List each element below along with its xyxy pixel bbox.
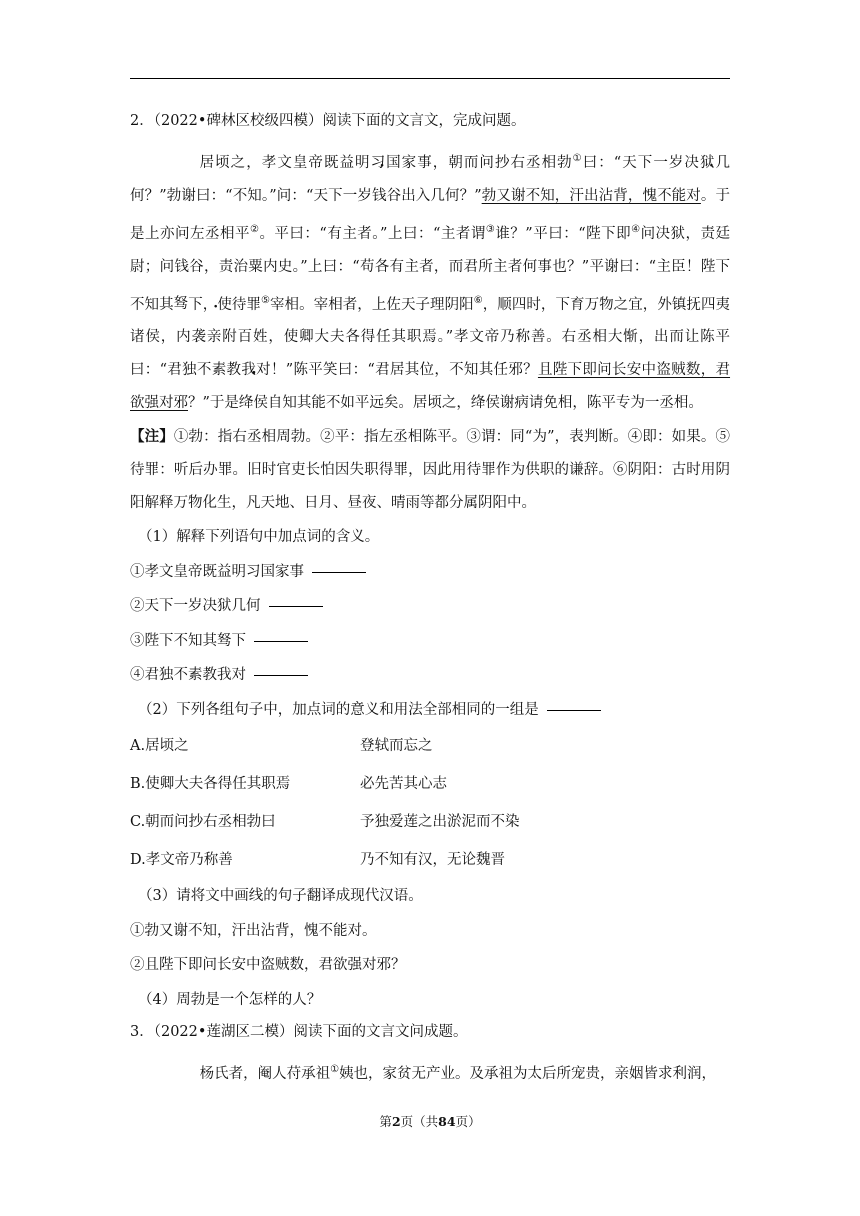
sub-question-3: （3）请将文中画线的句子翻译成现代汉语。 (138, 888, 423, 905)
sub1-item: ④君独不素教我对 (130, 658, 730, 693)
option-row: C.朝而问抄右丞相勃曰 予独爱莲之出淤泥而不染 (130, 814, 520, 831)
answer-blank[interactable] (269, 605, 323, 607)
sub-question-1: （1）解释下列语句中加点词的含义。 (138, 529, 380, 546)
question-2-title: 2．（2022•碑林区校级四模）阅读下面的文言文，完成问题。 (130, 113, 526, 129)
sub-question-2: （2）下列各组句子中，加点词的意义和用法全部相同的一组是 (130, 693, 730, 728)
answer-blank[interactable] (547, 709, 601, 711)
sub3-item: ①勃又谢不知，汗出沾背，愧不能对。 (130, 922, 377, 939)
question-3-title: 3．（2022•莲湖区二模）阅读下面的文言文问成题。 (130, 1024, 468, 1041)
answer-blank[interactable] (254, 674, 308, 676)
sub1-item: ③陛下不知其驽下 (130, 624, 730, 659)
header-rule (130, 78, 730, 79)
sub1-item: ②天下一岁决狱几何 (130, 589, 730, 624)
sub-question-4: （4）周勃是一个怎样的人？ (138, 991, 322, 1008)
page-content (130, 106, 730, 1091)
sub3-item: ②且陛下即问长安中盗贼数，君欲强对邪？ (130, 957, 406, 974)
passage-2: 居顷之，孝文皇帝既益 ·明习国家事，朝而问抄右丞相勃①曰：“天下一岁 ·决狱几何？”勃谢曰：“不知。”问：“天下一岁钱谷出入几何？”勃又谢不知，汗出沾背，愧不能对。于是上亦问左丞相平②。平曰：“有主者。”上曰：“主者谓③谁？”平曰：“陛下即④问决狱，责廷尉；问钱谷，责治粟内史。”上曰：“苟各有主者，而君所主者何事也？”平谢曰：“主臣！陛下不知其驽 ·下，使待罪⑤宰相。宰相者，上佐天子理阴阳⑥，顺四时，下育万物之宜，外镇抚四夷诸侯，内袭亲附百姓，使卿大夫各得任其职焉。”孝文帝乃称善。右丞相大惭，出而让陈平曰：“君独不素 ·教我对！”陈平笑曰：“君居其位，不知其任邪？且陛下即问长安中盗贼数，君欲强对邪？”于是绛侯自知其能不如平远矣。居顷之，绛侯谢病请免相，陈平专为一丞相。 (130, 142, 730, 420)
answer-blank[interactable] (254, 640, 308, 642)
answer-blank[interactable] (312, 571, 366, 573)
passage-3: 杨氏者，阉人苻承祖①姨也，家贫无产业。及承祖为太后所宠贵，亲姻皆求利润， (199, 1064, 717, 1083)
option-row: D.孝文帝乃称善 乃不知有汉，无论魏晋 (130, 852, 505, 869)
option-row: A.居顷之 登轼而忘之 (130, 738, 433, 755)
page-footer: 第2页（共84页） (379, 1114, 481, 1129)
annotation: 【注】①勃：指右丞相周勃。②平：指左丞相陈平。③谓：同“为”，表判断。④即：如果。⑤待罪：听后办罪。旧时官吏长怕因失职得罪，因此用待罪作为供职的谦辞。⑥阴阳：古时用阴阳解释万物化生，凡天地、日月、昼夜、晴雨等都分属阴阳中。 (130, 428, 731, 512)
sub1-item: ①孝文皇帝既益明习国家事 (130, 555, 730, 590)
option-row: B.使卿大夫各得任其职焉 必先苦其心志 (130, 776, 447, 793)
